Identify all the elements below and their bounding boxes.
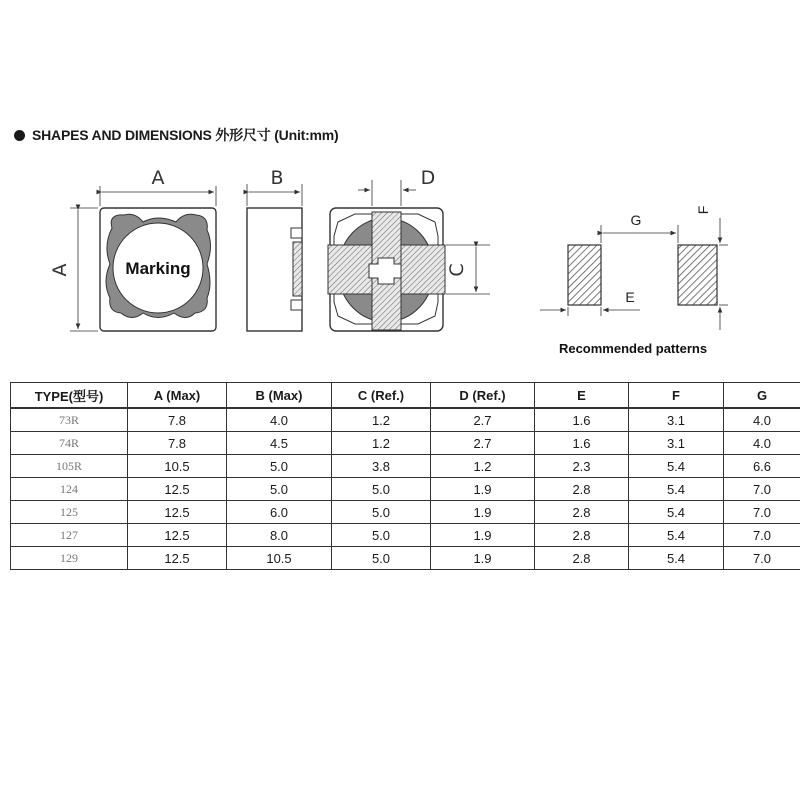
table-row	[11, 432, 800, 455]
col-header-type: TYPE(型号)	[11, 383, 128, 409]
cell-b: 5.0	[227, 455, 332, 478]
col-header-f: F	[629, 383, 724, 409]
col-header-b: B (Max)	[227, 383, 332, 409]
cell-g: 7.0	[724, 524, 800, 547]
cell-c: 3.8	[332, 455, 431, 478]
cell-c: 5.0	[332, 478, 431, 501]
cell-d: 1.9	[431, 547, 535, 570]
table-row	[11, 547, 800, 570]
label-a-top: A	[151, 167, 165, 189]
table-header-row	[11, 383, 800, 409]
label-c: C	[446, 263, 468, 277]
patterns-caption: Recommended patterns	[558, 341, 708, 356]
cell-f: 5.4	[629, 455, 724, 478]
cell-type: 124	[11, 478, 128, 501]
cell-a: 7.8	[128, 408, 227, 432]
cell-c: 1.2	[332, 432, 431, 455]
col-header-d: D (Ref.)	[431, 383, 535, 409]
cell-b: 10.5	[227, 547, 332, 570]
cell-g: 7.0	[724, 501, 800, 524]
label-b: B	[270, 167, 284, 189]
cell-c: 5.0	[332, 524, 431, 547]
label-a-side: A	[49, 263, 71, 277]
col-header-a: A (Max)	[128, 383, 227, 409]
cell-g: 7.0	[724, 547, 800, 570]
cell-type: 125	[11, 501, 128, 524]
section-title: SHAPES AND DIMENSIONS 外形尺寸 (Unit:mm)	[32, 127, 339, 143]
cell-a: 12.5	[128, 547, 227, 570]
cell-f: 5.4	[629, 478, 724, 501]
dimension-drawings	[0, 0, 800, 370]
label-g: G	[630, 212, 642, 228]
cell-d: 1.9	[431, 501, 535, 524]
cell-e: 1.6	[535, 432, 629, 455]
cell-e: 2.8	[535, 524, 629, 547]
col-header-g: G	[724, 383, 800, 409]
cell-g: 4.0	[724, 432, 800, 455]
cell-type: 74R	[11, 432, 128, 455]
cell-b: 8.0	[227, 524, 332, 547]
cell-f: 5.4	[629, 547, 724, 570]
cell-a: 12.5	[128, 478, 227, 501]
label-e: E	[625, 289, 635, 305]
cell-e: 2.3	[535, 455, 629, 478]
table-row	[11, 455, 800, 478]
cell-d: 1.9	[431, 524, 535, 547]
cell-e: 2.8	[535, 501, 629, 524]
label-d: D	[420, 167, 436, 189]
table-row	[11, 524, 800, 547]
cell-type: 127	[11, 524, 128, 547]
cell-g: 7.0	[724, 478, 800, 501]
cell-d: 2.7	[431, 432, 535, 455]
side-view	[247, 167, 302, 331]
table-row	[11, 501, 800, 524]
cell-e: 1.6	[535, 408, 629, 432]
cell-g: 6.6	[724, 455, 800, 478]
cell-a: 10.5	[128, 455, 227, 478]
dimensions-table	[10, 382, 800, 570]
cell-f: 5.4	[629, 524, 724, 547]
recommended-patterns	[540, 206, 728, 356]
table-row	[11, 408, 800, 432]
label-f: F	[695, 205, 711, 215]
cell-type: 105R	[11, 455, 128, 478]
top-view	[49, 167, 216, 331]
cell-g: 4.0	[724, 408, 800, 432]
table-row	[11, 478, 800, 501]
cell-type: 129	[11, 547, 128, 570]
cell-f: 5.4	[629, 501, 724, 524]
col-header-e: E	[535, 383, 629, 409]
cell-f: 3.1	[629, 432, 724, 455]
cell-b: 4.5	[227, 432, 332, 455]
cell-b: 6.0	[227, 501, 332, 524]
marking-label: Marking	[125, 259, 191, 278]
cell-c: 5.0	[332, 547, 431, 570]
cell-a: 7.8	[128, 432, 227, 455]
col-header-c: C (Ref.)	[332, 383, 431, 409]
bottom-view	[328, 167, 490, 331]
cell-f: 3.1	[629, 408, 724, 432]
cell-b: 4.0	[227, 408, 332, 432]
cell-d: 2.7	[431, 408, 535, 432]
cell-e: 2.8	[535, 547, 629, 570]
cell-type: 73R	[11, 408, 128, 432]
cell-d: 1.9	[431, 478, 535, 501]
cell-e: 2.8	[535, 478, 629, 501]
cell-c: 1.2	[332, 408, 431, 432]
cell-d: 1.2	[431, 455, 535, 478]
cell-a: 12.5	[128, 524, 227, 547]
cell-b: 5.0	[227, 478, 332, 501]
cell-c: 5.0	[332, 501, 431, 524]
cell-a: 12.5	[128, 501, 227, 524]
